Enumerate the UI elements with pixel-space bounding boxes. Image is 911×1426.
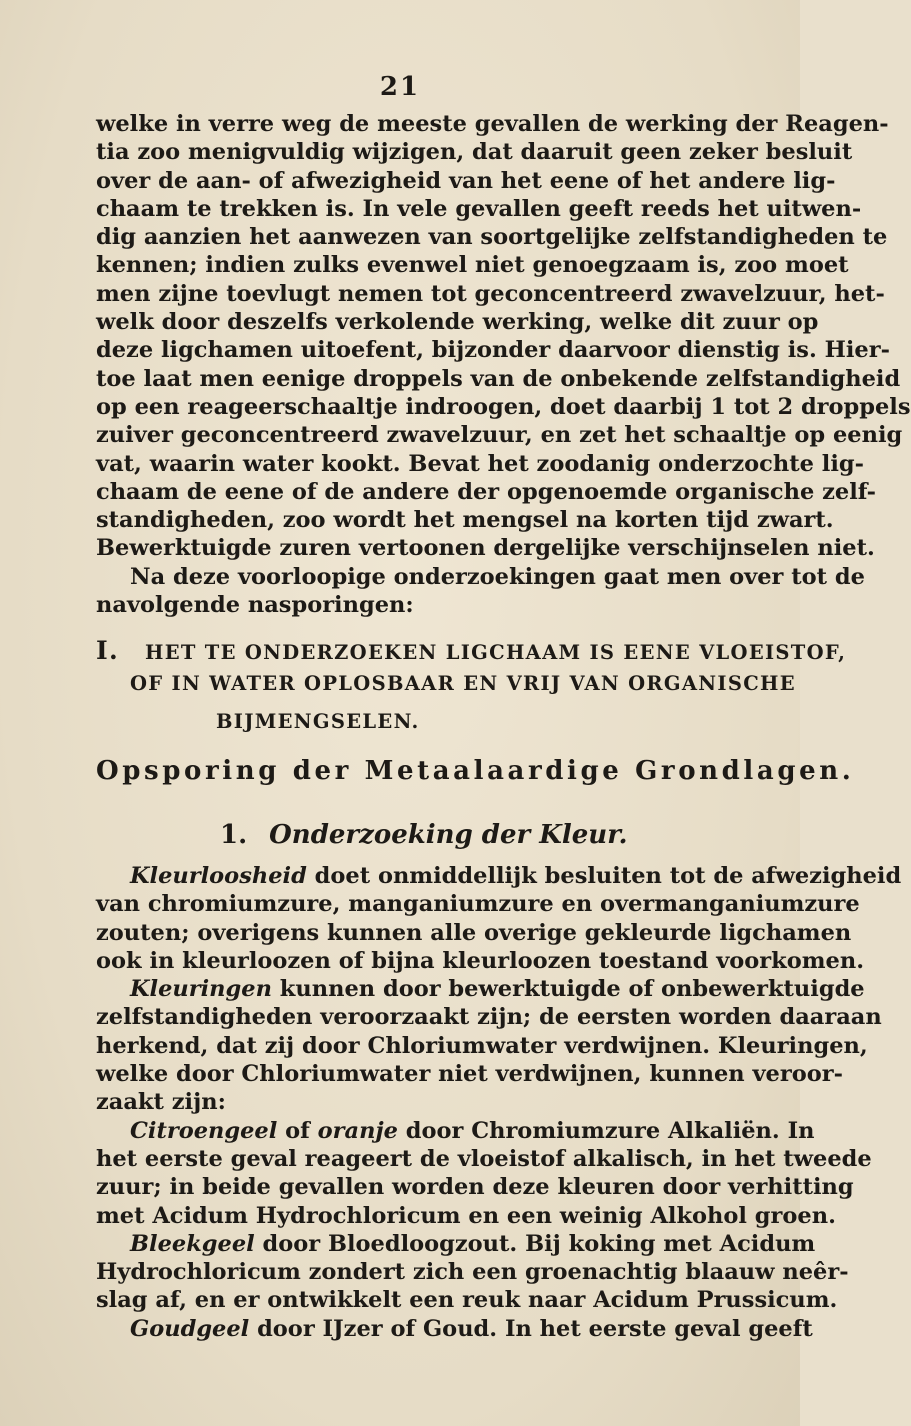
text-run: door Chromiumzure Alkaliën. In (397, 1117, 815, 1144)
italic-term: Kleurloosheid (130, 863, 307, 889)
text-line: navolgende nasporingen: (96, 592, 414, 619)
text-line: chaam de eene of de andere der opgenoemde organische zelf- (96, 478, 876, 505)
italic-term: Kleuringen (130, 976, 272, 1003)
text-run: herkend, dat zij door Chloriumwater verdwijnen. Kleuringen, (96, 1032, 868, 1059)
text-line (96, 1088, 726, 1116)
text-run: ook in kleurloozen of bijna kleurloozen toestand voorkomen. (96, 947, 865, 974)
text-line (96, 947, 865, 975)
text-run: slag af, en er ontwikkelt een reuk naar Acidum Prussicum. (96, 1287, 838, 1314)
text-line: welk door deszelfs verkolende werking, welke dit zuur op (96, 309, 819, 336)
chapter-heading-line-2: OF IN WATER OPLOSBAAR EN VRIJ VAN ORGANISCHE (130, 672, 796, 695)
text-line (96, 1258, 849, 1286)
text-line: op een reageerschaaltje indroogen, doet daarbij 1 tot 2 droppels (96, 393, 911, 420)
text-run: met Acidum Hydrochloricum en een weinig Alkohol groen. (96, 1202, 836, 1229)
italic-term: Bleekgeel (130, 1230, 255, 1257)
text-line: welke in verre weg de meeste gevallen de werking der Reagen- (96, 111, 889, 137)
text-run: kunnen door bewerktuigde of onbewerktuigde (271, 976, 865, 1003)
text-line (96, 1286, 838, 1314)
paragraph-intro (96, 110, 911, 619)
text-line (96, 890, 860, 918)
text-run: of (277, 1117, 318, 1144)
section-title: Opsporing der Metaalaardige Grondlagen. (96, 756, 855, 786)
text-line (96, 1003, 882, 1031)
text-line (96, 975, 865, 1003)
subsection-number: 1. (220, 820, 248, 850)
text-line (96, 1060, 843, 1088)
text-line: tia zoo menigvuldig wijzigen, dat daaruit geen zeker besluit (96, 139, 853, 166)
text-line (96, 919, 852, 947)
text-line: kennen; indien zulks evenwel niet genoegzaam is, zoo moet (96, 252, 849, 279)
text-run: het eerste geval reageert de vloeistof alkalisch, in het tweede (96, 1145, 872, 1172)
text-run: door IJzer of Goud. In het eerste geval geeft (249, 1315, 813, 1342)
subsection-title (220, 820, 628, 850)
text-line (96, 1230, 816, 1258)
chapter-heading-text-1: HET TE ONDERZOEKEN LIGCHAAM IS EENE VLOEISTOF, (145, 641, 847, 664)
text-run: door Bloedloogzout. Bij koking met Acidum (254, 1230, 816, 1257)
text-line: toe laat men eenige droppels van de onbekende zelfstandigheid (96, 365, 901, 392)
text-line: chaam te trekken is. In vele gevallen geeft reeds het uitwen- (96, 195, 862, 222)
text-line: vat, waarin water kookt. Bevat het zoodanig onderzochte lig- (96, 450, 864, 477)
chapter-heading-line-3: BIJMENGSELEN. (216, 710, 420, 733)
text-line (96, 862, 902, 890)
text-line: men zijne toevlugt nemen tot geconcentreerd zwavelzuur, het- (96, 280, 885, 307)
text-run: zouten; overigens kunnen alle overige gekleurde ligchamen (96, 919, 852, 946)
text-line: zuiver geconcentreerd zwavelzuur, en zet het schaaltje op eenig (96, 422, 903, 449)
text-line: standigheden, zoo wordt het mengsel na korten tijd zwart. (96, 507, 834, 534)
text-run: van chromiumzure, manganiumzure en overmanganiumzure (96, 891, 860, 918)
text-run: Hydrochloricum zondert zich een groenachtig blaauw neêr- (96, 1259, 849, 1286)
text-run: zelfstandigheden veroorzaakt zijn; de eersten worden daaraan (96, 1004, 882, 1031)
chapter-number: I. (96, 636, 119, 665)
text-line (96, 1032, 868, 1060)
text-run: doet onmiddellijk besluiten tot de afwezigheid (306, 863, 902, 889)
text-line: dig aanzien het aanwezen van soortgelijke zelfstandigheden te (96, 224, 888, 251)
text-line (96, 1315, 813, 1343)
text-line (96, 1173, 854, 1201)
text-run: welke door Chloriumwater niet verdwijnen, kunnen veroor- (96, 1061, 843, 1088)
text-run: zuur; in beide gevallen worden deze kleuren door verhitting (96, 1174, 854, 1201)
page-number: 21 (379, 72, 421, 102)
text-line: deze ligchamen uitoefent, bijzonder daarvoor dienstig is. Hier- (96, 337, 890, 364)
subsection-title-text: Onderzoeking der Kleur. (269, 820, 628, 850)
text-run: zaakt zijn: (96, 1089, 226, 1116)
text-line (96, 1202, 836, 1230)
text-line: over de aan- of afwezigheid van het eene of het andere lig- (96, 167, 836, 194)
text-line: Bewerktuigde zuren vertoonen dergelijke verschijnselen niet. (96, 535, 875, 562)
text-line (96, 1145, 872, 1173)
text-line: Na deze voorloopige onderzoekingen gaat men over tot de (130, 563, 865, 590)
italic-term: Citroengeel (130, 1117, 278, 1144)
italic-term: Goudgeel (130, 1315, 250, 1342)
chapter-heading-line-1 (96, 636, 847, 665)
text-line (96, 1117, 815, 1145)
italic-term: oranje (317, 1117, 398, 1144)
paragraph-colour-examination (96, 862, 902, 1343)
